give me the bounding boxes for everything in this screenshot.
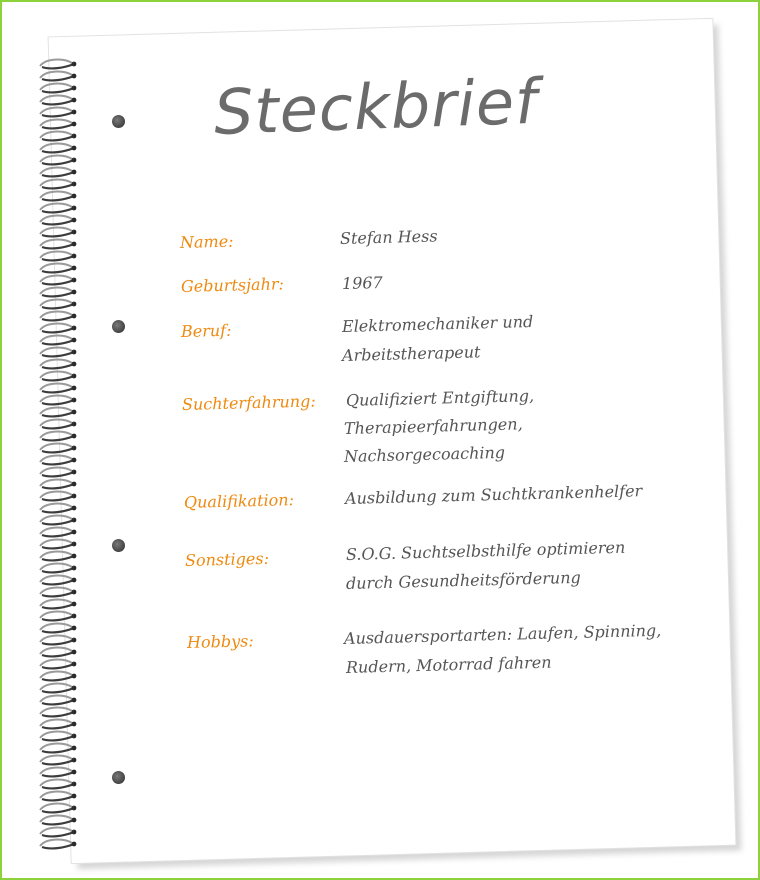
spiral-coil — [40, 624, 76, 633]
spiral-coil — [40, 312, 76, 321]
spiral-coil — [40, 372, 76, 381]
spiral-coil — [40, 516, 76, 525]
field-value-profession-line: Elektromechaniker und — [341, 311, 534, 336]
spiral-coil — [40, 336, 76, 345]
spiral-coil — [40, 288, 76, 297]
punch-hole — [112, 320, 125, 333]
spiral-coil — [40, 360, 76, 369]
spiral-coil — [40, 108, 76, 117]
spiral-coil — [40, 252, 76, 261]
spiral-coil — [40, 828, 76, 837]
field-value-profession-line: Arbeitstherapeut — [341, 342, 481, 365]
field-label-name: Name: — [179, 231, 234, 252]
spiral-coil — [40, 216, 76, 225]
field-label-addiction-experience: Suchterfahrung: — [181, 391, 316, 414]
punch-hole — [112, 771, 125, 784]
spiral-coil — [40, 204, 76, 213]
spiral-coil — [40, 132, 76, 141]
field-label-profession: Beruf: — [180, 320, 232, 341]
spiral-coil — [40, 672, 76, 681]
spiral-coil — [40, 156, 76, 165]
spiral-coil — [40, 456, 76, 465]
spiral-coil — [40, 636, 76, 645]
spiral-coil — [40, 804, 76, 813]
field-value-hobbies-line: Ausdauersportarten: Laufen, Spinning, — [343, 620, 662, 648]
spiral-coil — [40, 720, 76, 729]
spiral-coil — [40, 504, 76, 513]
spiral-binding — [34, 56, 86, 856]
spiral-coil — [40, 540, 76, 549]
field-label-hobbies: Hobbys: — [186, 631, 254, 652]
spiral-coil — [40, 576, 76, 585]
spiral-coil — [40, 384, 76, 393]
spiral-coil — [40, 180, 76, 189]
field-value-birth-year: 1967 — [341, 272, 383, 293]
field-label-qualification: Qualifikation: — [183, 490, 295, 512]
spiral-coil — [40, 420, 76, 429]
spiral-coil — [40, 660, 76, 669]
spiral-coil — [40, 168, 76, 177]
page-title: Steckbrief — [212, 64, 539, 149]
field-value-addiction-line: Nachsorgecoaching — [343, 442, 506, 466]
spiral-coil — [40, 276, 76, 285]
spiral-coil — [40, 432, 76, 441]
spiral-coil — [40, 348, 76, 357]
punch-hole — [112, 115, 125, 128]
spiral-coil — [40, 396, 76, 405]
spiral-coil — [40, 552, 76, 561]
spiral-coil — [40, 708, 76, 717]
field-value-hobbies-line: Rudern, Motorrad fahren — [345, 652, 552, 677]
spiral-coil — [40, 756, 76, 765]
field-value-other-line: S.O.G. Suchtselbsthilfe optimieren — [345, 537, 626, 564]
spiral-coil — [40, 96, 76, 105]
spiral-coil — [40, 300, 76, 309]
spiral-coil — [40, 732, 76, 741]
spiral-coil — [40, 684, 76, 693]
field-value-addiction-line: Qualifiziert Entgiftung, — [345, 386, 535, 410]
field-value-name: Stefan Hess — [339, 226, 438, 248]
field-value-other-line: durch Gesundheitsförderung — [345, 567, 581, 593]
spiral-coil — [40, 744, 76, 753]
field-label-other: Sonstiges: — [184, 548, 270, 570]
spiral-coil — [40, 444, 76, 453]
spiral-coil — [40, 120, 76, 129]
spiral-coil — [40, 840, 76, 849]
spiral-coil — [40, 492, 76, 501]
spiral-coil — [40, 264, 76, 273]
spiral-coil — [40, 144, 76, 153]
spiral-coil — [40, 600, 76, 609]
spiral-coil — [40, 648, 76, 657]
spiral-coil — [40, 780, 76, 789]
field-value-addiction-line: Therapieerfahrungen, — [343, 414, 523, 438]
spiral-coil — [40, 528, 76, 537]
field-value-qualification: Ausbildung zum Suchtkrankenhelfer — [344, 481, 643, 508]
spiral-coil — [40, 768, 76, 777]
field-label-birth-year: Geburtsjahr: — [180, 274, 285, 296]
spiral-coil — [40, 84, 76, 93]
spiral-coil — [40, 240, 76, 249]
punch-hole — [112, 539, 125, 552]
spiral-coil — [40, 324, 76, 333]
spiral-coil — [40, 192, 76, 201]
spiral-coil — [40, 816, 76, 825]
spiral-coil — [40, 72, 76, 81]
spiral-coil — [40, 480, 76, 489]
spiral-coil — [40, 468, 76, 477]
spiral-coil — [40, 612, 76, 621]
spiral-coil — [40, 564, 76, 573]
spiral-coil — [40, 588, 76, 597]
spiral-coil — [40, 60, 76, 69]
spiral-coil — [40, 408, 76, 417]
spiral-coil — [40, 792, 76, 801]
spiral-coil — [40, 228, 76, 237]
spiral-coil — [40, 696, 76, 705]
